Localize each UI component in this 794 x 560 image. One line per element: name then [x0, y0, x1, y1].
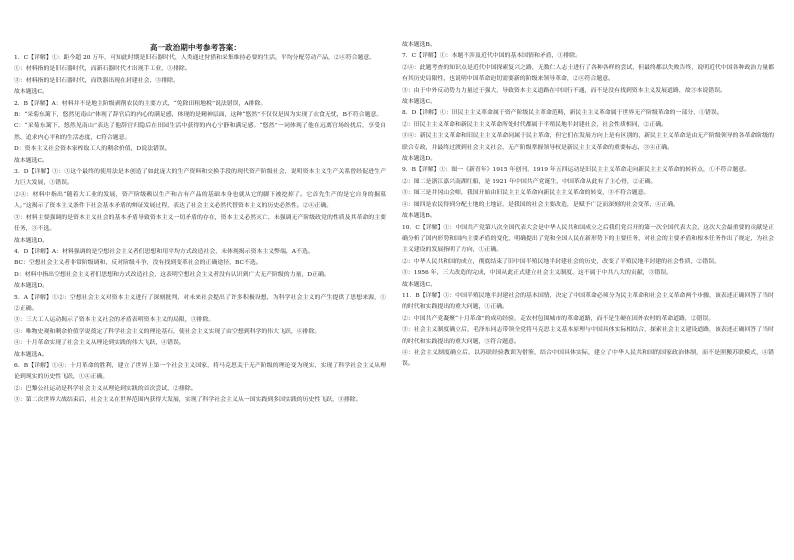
answer-paragraph: 故本题选B。 [402, 213, 436, 220]
answer-paragraph: B：“采菊东篱下，悠然见南山”体现了辞官后的内心的满足感，体现的是精神层面，这种“悠然”不仅仅是因为实现了衣食无忧，B不符合题意。 [14, 112, 383, 119]
answer-paragraph: ④：十月革命实现了社会主义从理论到实践的伟大飞跃，④错误。 [14, 340, 185, 347]
answer-paragraph: 3．D【详解】①：①这个最终的使用法是本创造了如此庞大的生产资料和交换手段的现代资产阶级社会，说明资本主义生产关系曾经促进生产力巨大发展，①错误。 [14, 169, 386, 187]
answer-paragraph: ②：中国共产党凝聚“十月革命”的成功经验，走农村包围城市的革命道路，而不是生硬在国外农村的革命道路，②错误。 [402, 315, 715, 322]
answer-paragraph: ③：1956 年，三大改造的完成，中国从此正式建立社会主义制度，这不属于中共八大的贡献，③错误。 [402, 270, 673, 277]
answer-paragraph: 2．B【详解】A：材料并不是地主阶级剥削农民的主要方式，“免除田租地税”说法错误，A排除。 [14, 100, 267, 107]
answer-paragraph: 6．B【详解】①④：十月革命的胜利，建立了世界上第一个社会主义国家，将马克思关于无产阶级的理论变为现实，实现了科学社会主义从理论到现实的历史性飞跃，①④正确。 [14, 362, 386, 381]
answer-paragraph: 故本题选B。 [402, 42, 436, 48]
answer-paragraph: ①：材料指的是旧石器时代，而新石器时代才出现手工业，①排除。 [14, 66, 191, 73]
answer-paragraph: ③：材料主要强调的是资本主义社会的基本矛盾导致资本主义一切矛盾的存在，资本主义必然灭亡，未强调无产阶级政党的性质及其革命的主要任务，③不选。 [14, 214, 386, 233]
answer-paragraph: ②：图二是浙江嘉兴南湖红船，是 1921 年中国共产党诞生，中国革命从此有了主心骨，②正确。 [402, 178, 657, 185]
answer-paragraph: 1．C【详解】①：距今超 20 万年，可知此时期是旧石器时代，人类通过狩猎和采集维持必要的生活，平均分配劳动产品，②④符合题意。 [14, 55, 376, 61]
answer-paragraph: ③：图三是井冈山会师，我国开始由旧民主主义革命向新民主主义革命的转变，③不符合题意。 [402, 190, 650, 197]
answer-paragraph: 5．A【详解】①②：空想社会主义对资本主义进行了深刻批判，对未来社会提出了许多积极设想，为科学社会主义的产生提供了思想来源，①②正确。 [14, 294, 386, 312]
answer-paragraph: 故本题选D。 [14, 237, 49, 244]
answer-paragraph: 故本题选C。 [402, 281, 436, 288]
answer-paragraph: 9．B【详解】①：图一《新青年》1915 年创刊，1919 年五四运动是旧民主主义革命走向新民主主义革命的转折点，①不符合题意。 [402, 167, 751, 174]
page-title: 高一政治期中考参考答案： [150, 43, 242, 52]
answer-paragraph: ④：唯物史观和剩余价值学说奠定了科学社会主义的理论基石，使社会主义实现了由空想到科学的伟大飞跃，④排除。 [14, 328, 321, 335]
right-column [402, 40, 774, 558]
answer-paragraph: ③：材料指的是旧石器时代，而铁器出现在封建社会，③排除。 [14, 77, 179, 84]
answer-paragraph: 4．D【详解】A：材料强调的是空想社会主义者们思想和用平均方式改造社会，未体现揭示资本主义弊端，A不选。 [14, 248, 314, 255]
answer-paragraph: 故本题选D。 [14, 283, 49, 290]
answer-paragraph: 8．D【详解】①：旧民主主义革命属于资产阶级民主革命范畴，新民主主义革命属于世界无产阶级革命的一部分，①错误。 [402, 110, 723, 117]
answer-paragraph: ②④：此题考查的知识点是近代中国探索复兴之路，无数仁人志士进行了各种各样的尝试，但最终都以失败告终，说明近代中国各种政治力量都有其历史局限性，也说明中国革命迫切需要新的阶级来领导革命，②④符合题意。 [402, 64, 774, 83]
answer-paragraph: ②：中华人民共和国的成立，彻底结束了旧中国半殖民地半封建社会的历史，改变了半殖民地半封建的社会性质，②错误。 [402, 258, 721, 265]
answer-paragraph: ③：第二次世界大战结束后，社会主义在世界范围内获得大发展，实现了科学社会主义从一国实践到多国实践的历史性飞跃，③排除。 [14, 397, 362, 404]
answer-paragraph: 故本题选C。 [14, 157, 48, 164]
answer-paragraph: ③④：新民主主义革命和旧民主主义革命同属于民主革命，但它们在发展方向上是有区别的，新民主主义革命是由无产阶级领导的各革命阶级的联合专政，并最终过渡到社会主义社会，无产阶级掌握领导权是新民主主义革命的重要标志，③④正确。 [402, 133, 774, 151]
answer-paragraph: 故本题选C。 [14, 89, 48, 96]
answer-paragraph: 7．C【详解】①：本题不涉及近代中国的基本国情和矛盾，①排除。 [402, 53, 582, 60]
answer-paragraph: ③：社会主义制度确立后，毛泽东同志带领全党将马克思主义基本原理与中国具体实际相结合，探索社会主义建设道路，该表述正确回答了当时的时代和实践提出的重大问题，③符合题意。 [402, 327, 774, 345]
answer-paragraph: 故本题选D。 [402, 156, 437, 163]
answer-paragraph: ②④：材料中指出“随着大工业的发展，资产阶级赖以生产和占有产品的基础本身也就从它的脚下被挖掉了。它首先生产的是它自身的掘墓人。”这揭示了资本主义条件下社会基本矛盾的辩证发展过程，表达了社会主义必然代替资本主义的历史必然性。②④正确。 [14, 191, 386, 210]
answer-paragraph: ②：巴黎公社运动是科学社会主义从理论到实践的首次尝试，②排除。 [14, 385, 197, 392]
answer-paragraph: 10．C【详解】①：中国共产党第八次全国代表大会是中华人民共和国成立之后我们党召开的第一次全国代表大会，这次大会最重要的贡献是正确分析了国内形势和国内主要矛盾的变化，明确提出了党和全国人民在新形势下的主要任务，对社会的主要矛盾和根本任务作出了规定，为社会主义建设的发展指明了方向，①正确。 [402, 224, 774, 254]
answer-paragraph: C：“采菊东篱下，悠然见南山”表达了他辞官归隐后在田园生活中获得的内心宁静和满足感。“悠然”一词体现了他在远离官场纷扰后，享受自然、追求内心平和的生活态度，C符合题意。 [14, 123, 386, 141]
left-column [14, 40, 386, 558]
answer-paragraph: BC：空想社会主义者非常阶级调和，反对阶级斗争，没有找到变革社会的正确途径，BC不选。 [14, 260, 262, 267]
answer-paragraph: D：材料中指出空想社会主义者们思想和方式改造社会，这表明空想社会主义者没有认识到广大无产阶级的力量，D正确。 [14, 271, 330, 278]
answer-paragraph: 故本题选A。 [14, 351, 48, 358]
answer-paragraph: ④：社会主义制度确立后，以苏联经验教训为借鉴，结合中国具体实际，建立了中华人民共和国的国家政治体制，而不是照搬苏联模式，④错误。 [402, 349, 774, 368]
answer-paragraph: 11．B【详解】①：中国半殖民地半封建社会的基本国情，决定了中国革命必须分为民主革命和社会主义革命两个步骤，该表述正确回答了当时的时代和实践提出的重大问题，①正确。 [402, 292, 774, 311]
answer-paragraph: D：资本主义社会资本家榨取工人的剩余价值，D说法错误。 [14, 146, 171, 153]
answer-paragraph: ③：由于中外反动势力力量过于强大，导致资本主义道路在中国行不通，而不是没有找到资本主义发展道路，故③本说错误。 [402, 87, 726, 94]
answer-paragraph: ②：旧民主主义革命和新民主主义革命所处时代都属于半殖民地半封建社会，社会性质相同，②正确。 [402, 121, 668, 128]
answer-paragraph: ③：三大工人运动揭示了资本主义社会的矛盾表明资本主义的局限，③排除。 [14, 317, 215, 324]
answer-paragraph: ④：图四是农民得到分配土地的土地证，是我国的社会主要改造，是赋予广泛而深刻的社会变革，④正确。 [402, 201, 679, 208]
answer-paragraph: 故本题选C。 [402, 99, 436, 106]
